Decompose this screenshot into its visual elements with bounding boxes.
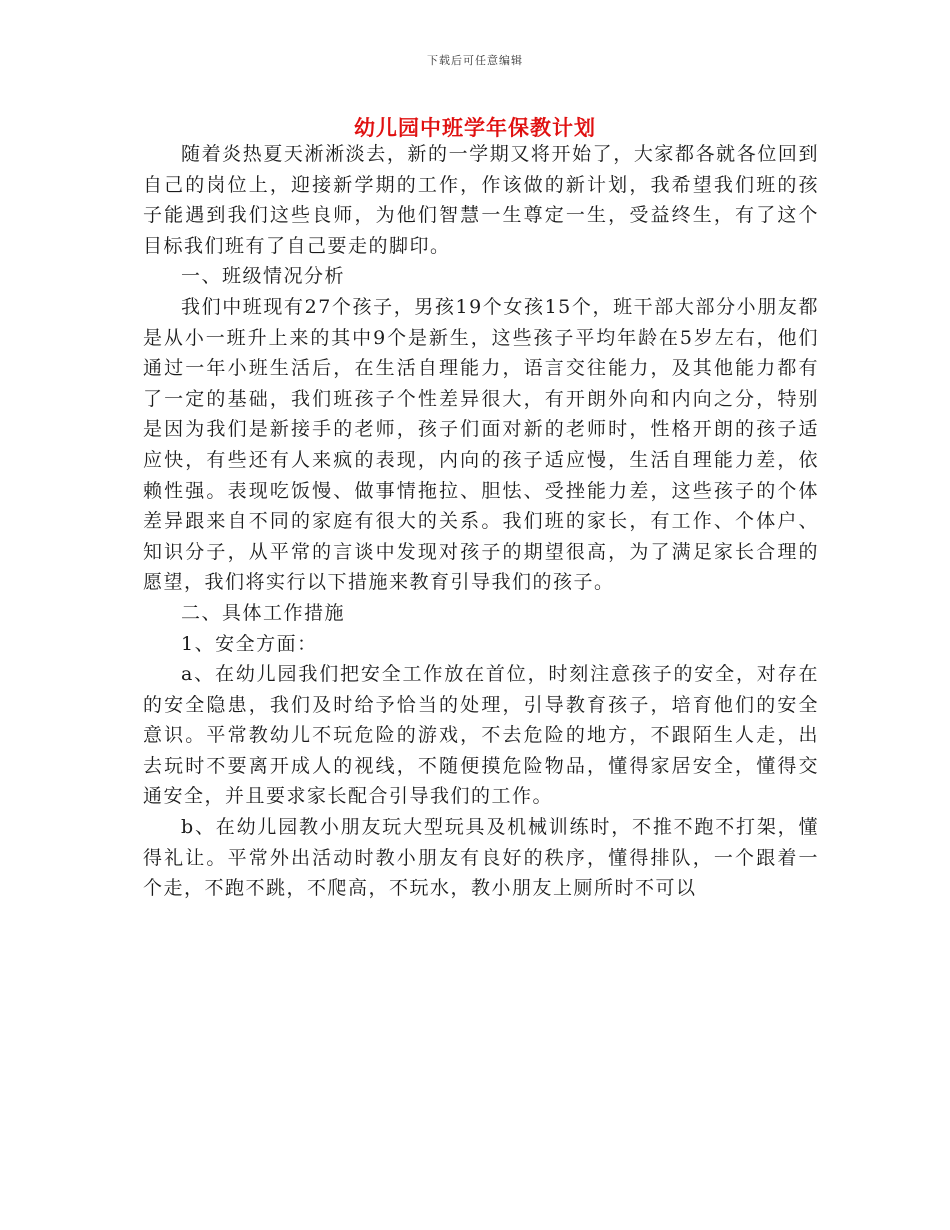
subsection-heading-safety: 1、安全方面：	[181, 632, 318, 655]
document-body	[143, 139, 819, 904]
paragraph-safety-a: a、在幼儿园我们把安全工作放在首位，时刻注意孩子的安全，对存在的安全隐患，我们及时给予恰当的处理，引导教育孩子，培育他们的安全意识。平常教幼儿不玩危险的游戏，不去危险的地方，不跟陌生人走，出去玩时不要离开成人的视线，不随便摸危险物品，懂得家居安全，懂得交通安全，并且要求家长配合引导我们的工作。	[143, 663, 819, 808]
paragraph-safety-b: b、在幼儿园教小朋友玩大型玩具及机械训练时，不推不跑不打架，懂得礼让。平常外出活动时教小朋友有良好的秩序，懂得排队，一个跟着一个走，不跑不跳，不爬高，不玩水，教小朋友上厕所时不可以	[143, 816, 819, 900]
paragraph-class-analysis: 我们中班现有27个孩子，男孩19个女孩15个，班干部大部分小朋友都是从小一班升上来的其中9个是新生，这些孩子平均年龄在5岁左右，他们通过一年小班生活后，在生活自理能力，语言交往能力，及其他能力都有了一定的基础，我们班孩子个性差异很大，有开朗外向和内向之分，特别是因为我们是新接手的老师，孩子们面对新的老师时，性格开朗的孩子适应快，有些还有人来疯的表现，内向的孩子适应慢，生活自理能力差，依赖性强。表现吃饭慢、做事情拖拉、胆怯、受挫能力差，这些孩子的个体差异跟来自不同的家庭有很大的关系。我们班的家长，有工作、个体户、知识分子，从平常的言谈中发现对孩子的期望很高，为了满足家长合理的愿望，我们将实行以下措施来教育引导我们的孩子。	[143, 295, 819, 594]
paragraph-intro: 随着炎热夏天淅淅淡去，新的一学期又将开始了，大家都各就各位回到自己的岗位上，迎接新学期的工作，作该做的新计划，我希望我们班的孩子能遇到我们这些良师，为他们智慧一生尊定一生，受益终生，有了这个目标我们班有了自己要走的脚印。	[143, 143, 819, 257]
page-header: 下载后可任意编辑	[427, 54, 523, 67]
section-heading-work-measures: 二、具体工作措施	[181, 601, 346, 624]
document-title: 幼儿园中班学年保教计划	[354, 116, 596, 140]
section-heading-class-analysis: 一、班级情况分析	[181, 265, 346, 288]
